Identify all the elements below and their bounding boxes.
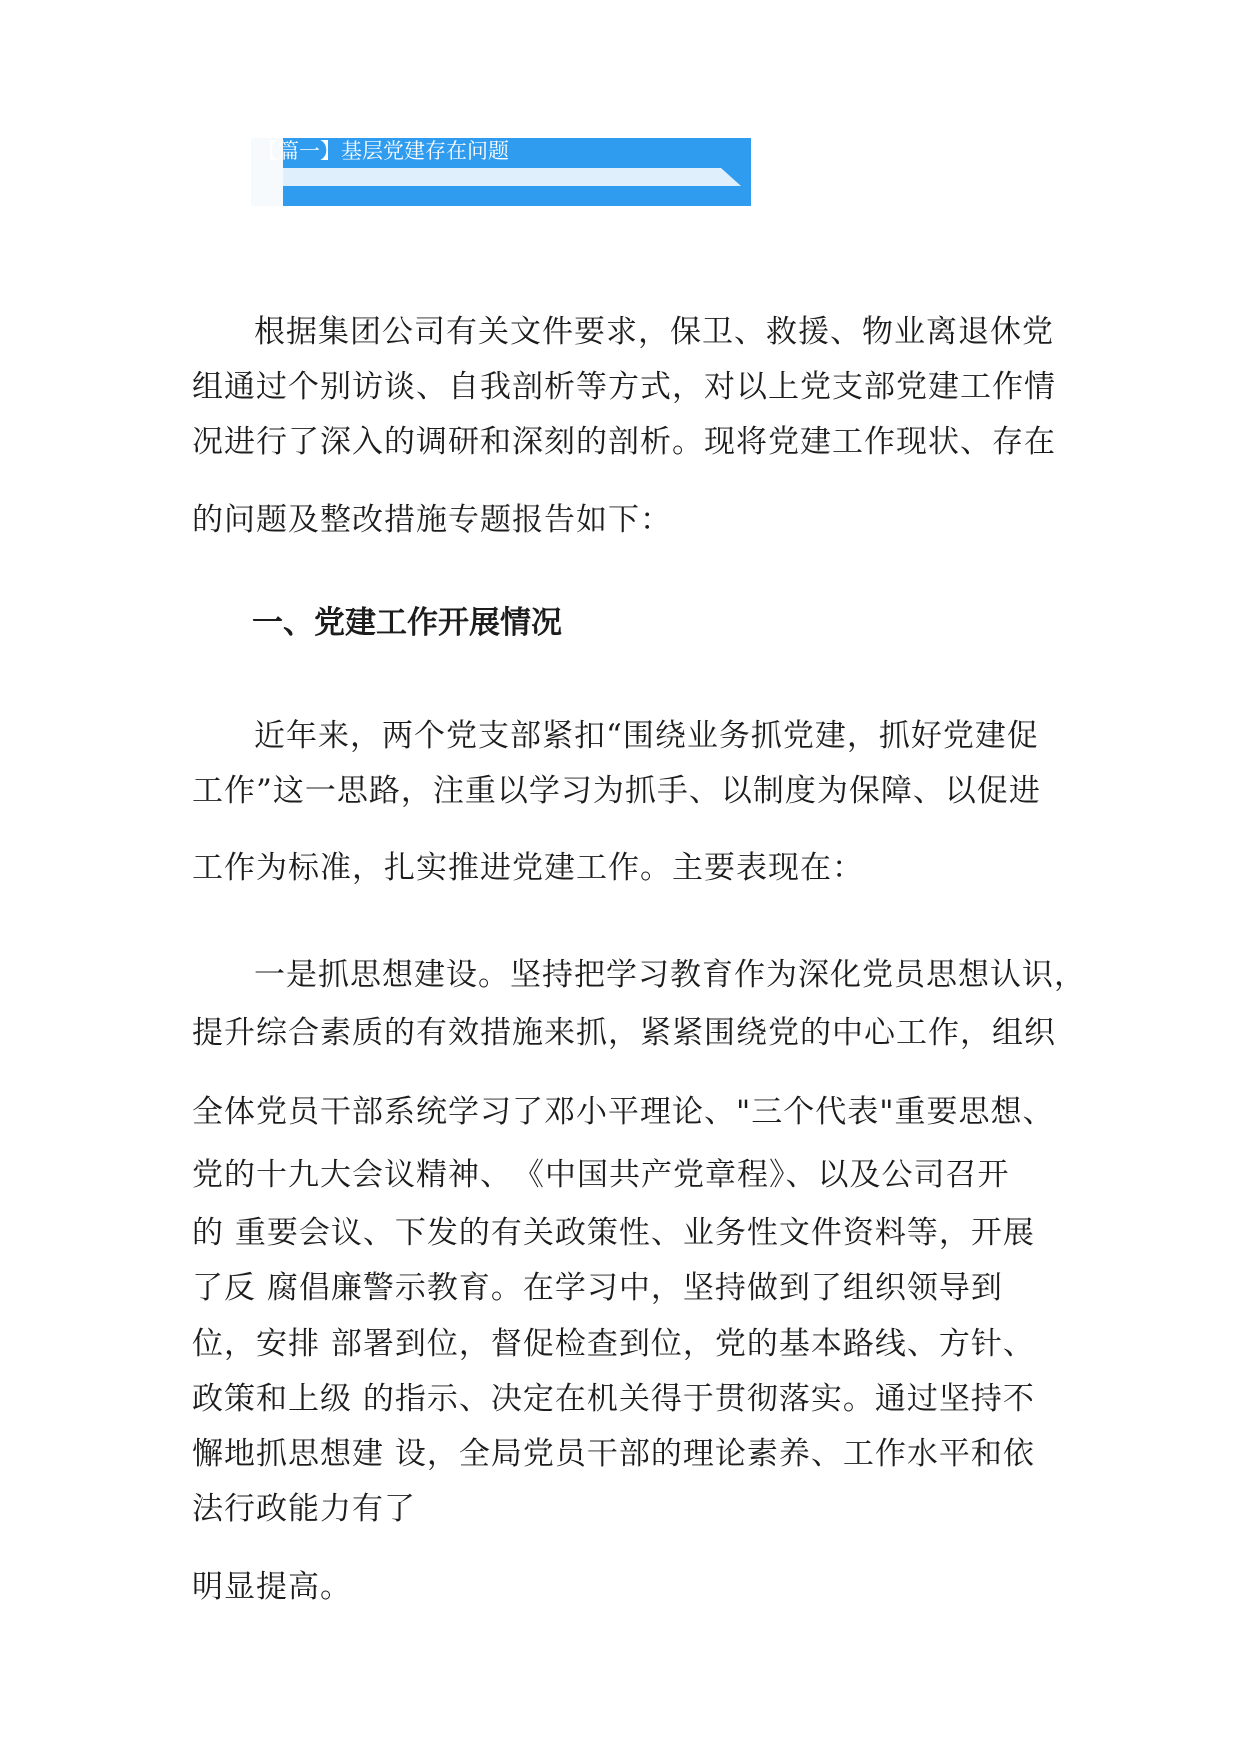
banner-title: 【篇一】基层党建存在问题: [257, 139, 509, 163]
title-banner: [251, 138, 751, 206]
paragraph-1-line: 根据集团公司有关文件要求，保卫、救援、物业离退休党: [254, 314, 1054, 350]
section-heading: 一、党建工作开展情况: [252, 605, 562, 641]
paragraph-3-line: 全体党员干部系统学习了邓小平理论、"三个代表"重要思想、: [192, 1094, 1055, 1130]
paragraph-3-line: 法行政能力有了: [192, 1491, 416, 1527]
paragraph-3-line: 明显提高。: [192, 1569, 352, 1605]
paragraph-1-line: 的问题及整改措施专题报告如下：: [192, 502, 672, 538]
paragraph-3-line: 党的十九大会议精神、 《中国共产党章程》、以及公司召开: [192, 1157, 1010, 1193]
paragraph-3-line: 提升综合素质的有效措施来抓，紧紧围绕党的中心工作，组织: [192, 1015, 1056, 1051]
paragraph-3-line: 懈地抓思想建 设，全局党员干部的理论素养、工作水平和依: [192, 1436, 1035, 1472]
paragraph-1-line: 组通过个别访谈、自我剖析等方式，对以上党支部党建工作情: [192, 369, 1056, 405]
paragraph-2-line: 工作”这一思路，注重以学习为抓手、以制度为保障、以促进: [192, 773, 1041, 809]
paragraph-1-line: 况进行了深入的调研和深刻的剖析。现将党建工作现状、存在: [192, 424, 1056, 460]
paragraph-3-line: 一是抓思想建设。坚持把学习教育作为深化党员思想认识，: [254, 957, 1086, 993]
paragraph-3-line: 的 重要会议、下发的有关政策性、业务性文件资料等，开展: [192, 1215, 1035, 1251]
paragraph-3-line: 政策和上级 的指示、决定在机关得于贯彻落实。通过坚持不: [192, 1381, 1035, 1417]
paragraph-3-line: 位，安排 部署到位，督促检查到位，党的基本路线、方针、: [192, 1326, 1035, 1362]
paragraph-2-line: 近年来，两个党支部紧扣“围绕业务抓党建，抓好党建促: [254, 718, 1039, 754]
paragraph-2-line: 工作为标准，扎实推进党建工作。主要表现在：: [192, 850, 864, 886]
paragraph-3-line: 了反 腐倡廉警示教育。在学习中，坚持做到了组织领导到: [192, 1270, 1003, 1306]
